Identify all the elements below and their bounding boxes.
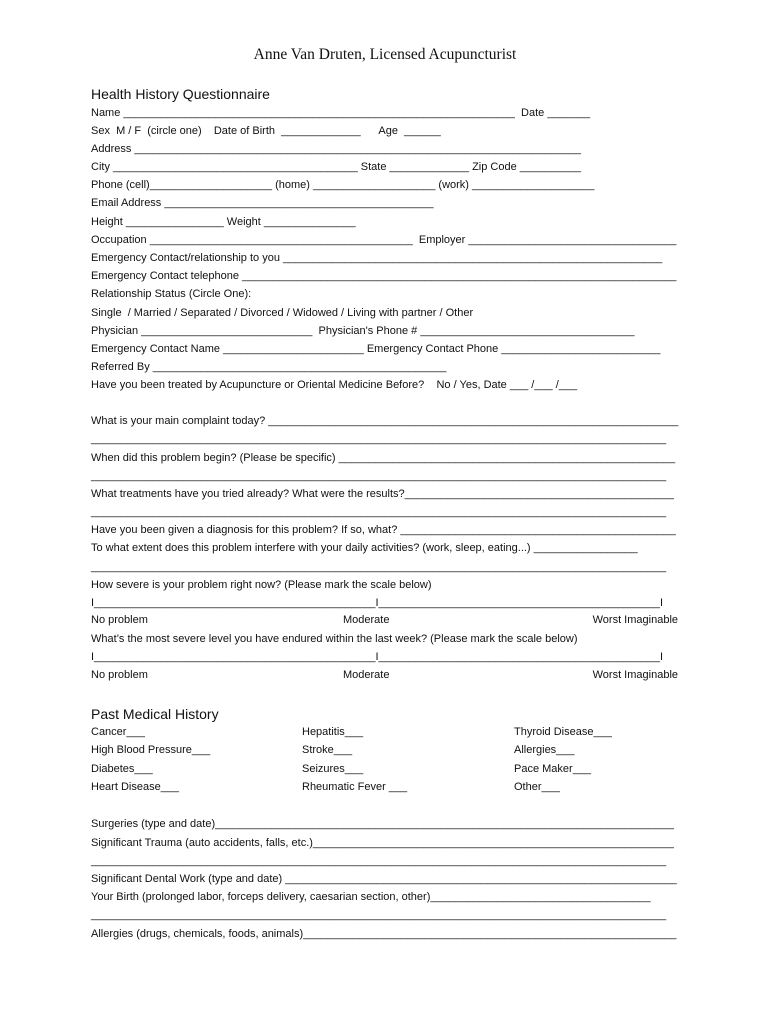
height-weight-field[interactable]: Height ________________ Weight _______________ (91, 216, 356, 228)
condition-cancer[interactable]: Cancer___ (91, 726, 145, 738)
condition-pace-maker[interactable]: Pace Maker___ (514, 763, 592, 775)
birth-continuation[interactable]: ______________________________________________________________________________________________ (91, 909, 667, 921)
treatments-tried-field[interactable]: What treatments have you tried already? What were the results?____________________________________________ (91, 488, 674, 500)
condition-stroke[interactable]: Stroke___ (302, 744, 353, 756)
prior-acupuncture-field[interactable]: Have you been treated by Acupuncture or Oriental Medicine Before? No / Yes, Date ___ /___ /___ (91, 379, 578, 391)
condition-high-blood-pressure[interactable]: High Blood Pressure___ (91, 744, 211, 756)
surgeries-field[interactable]: Surgeries (type and date)___________________________________________________________________________ (91, 818, 674, 830)
birth-field[interactable]: Your Birth (prolonged labor, forceps delivery, caesarian section, other)____________________________________ (91, 891, 651, 903)
severity-now-scale[interactable]: I______________________________________________I______________________________________________I (91, 597, 663, 609)
problem-begin-field[interactable]: When did this problem begin? (Please be specific) _______________________________________________________ (91, 452, 676, 464)
emergency-telephone-field[interactable]: Emergency Contact telephone _______________________________________________________________________ (91, 270, 677, 282)
allergies-field[interactable]: Allergies (drugs, chemicals, foods, animals)_____________________________________________________________ (91, 928, 677, 940)
scale-label-moderate: Moderate (343, 614, 390, 626)
diagnosis-field[interactable]: Have you been given a diagnosis for this problem? If so, what? _____________________________________________ (91, 524, 676, 536)
scale-label-worst: Worst Imaginable (592, 614, 678, 626)
phone-fields[interactable]: Phone (cell)____________________ (home) ____________________ (work) ____________________ (91, 179, 595, 191)
occupation-employer-field[interactable]: Occupation ___________________________________________ Employer __________________________________ (91, 234, 677, 246)
scale-label-moderate: Moderate (343, 669, 390, 681)
problem-begin-continuation[interactable]: ______________________________________________________________________________________________ (91, 470, 667, 482)
main-complaint-field[interactable]: What is your main complaint today? ___________________________________________________________________ (91, 415, 679, 427)
emergency-contact-field[interactable]: Emergency Contact/relationship to you ______________________________________________________________ (91, 252, 663, 264)
condition-heart-disease[interactable]: Heart Disease___ (91, 781, 180, 793)
condition-thyroid-disease[interactable]: Thyroid Disease___ (514, 726, 612, 738)
city-state-zip-field[interactable]: City ________________________________________ State _____________ Zip Code __________ (91, 161, 581, 173)
condition-rheumatic-fever[interactable]: Rheumatic Fever ___ (302, 781, 408, 793)
scale-label-worst: Worst Imaginable (592, 669, 678, 681)
treatments-continuation[interactable]: ______________________________________________________________________________________________ (91, 506, 667, 518)
address-field[interactable]: Address _________________________________________________________________________ (91, 143, 581, 155)
daily-activities-continuation[interactable]: ______________________________________________________________________________________________ (91, 561, 667, 573)
relationship-status-options[interactable]: Single / Married / Separated / Divorced / Widowed / Living with partner / Other (91, 307, 474, 319)
condition-seizures[interactable]: Seizures___ (302, 763, 364, 775)
severity-week-labels (91, 669, 678, 683)
severity-now-labels (91, 614, 678, 628)
severity-question: How severe is your problem right now? (Please mark the scale below) (91, 579, 432, 591)
scale-label-no-problem: No problem (91, 669, 148, 681)
severity-week-scale[interactable]: I______________________________________________I______________________________________________I (91, 651, 663, 663)
relationship-status-label: Relationship Status (Circle One): (91, 288, 252, 300)
dental-work-field[interactable]: Significant Dental Work (type and date) ________________________________________________________________ (91, 873, 677, 885)
daily-activities-field[interactable]: To what extent does this problem interfere with your daily activities? (work, sleep, eating...) _________________ (91, 542, 638, 554)
main-complaint-continuation[interactable]: ______________________________________________________________________________________________ (91, 433, 667, 445)
condition-allergies[interactable]: Allergies___ (514, 744, 575, 756)
trauma-continuation[interactable]: ______________________________________________________________________________________________ (91, 855, 667, 867)
name-date-field[interactable]: Name ________________________________________________________________ Date _______ (91, 107, 591, 119)
condition-hepatitis[interactable]: Hepatitis___ (302, 726, 364, 738)
condition-other[interactable]: Other___ (514, 781, 560, 793)
sex-dob-age-field[interactable]: Sex M / F (circle one) Date of Birth _____________ Age ______ (91, 125, 441, 137)
physician-field[interactable]: Physician ____________________________ Physician's Phone # ___________________________________ (91, 325, 635, 337)
scale-label-no-problem: No problem (91, 614, 148, 626)
condition-diabetes[interactable]: Diabetes___ (91, 763, 153, 775)
page-title: Anne Van Druten, Licensed Acupuncturist (253, 46, 517, 63)
trauma-field[interactable]: Significant Trauma (auto accidents, falls, etc.)___________________________________________________________ (91, 837, 674, 849)
referred-by-field[interactable]: Referred By ________________________________________________ (91, 361, 447, 373)
severity-week-question: What’s the most severe level you have endured within the last week? (Please mark the scale below) (91, 633, 578, 645)
questionnaire-heading: Health History Questionnaire (91, 86, 270, 102)
past-medical-history-heading: Past Medical History (91, 706, 219, 722)
emergency-contact-name-phone-field[interactable]: Emergency Contact Name _______________________ Emergency Contact Phone __________________________ (91, 343, 661, 355)
email-field[interactable]: Email Address ____________________________________________ (91, 197, 434, 209)
